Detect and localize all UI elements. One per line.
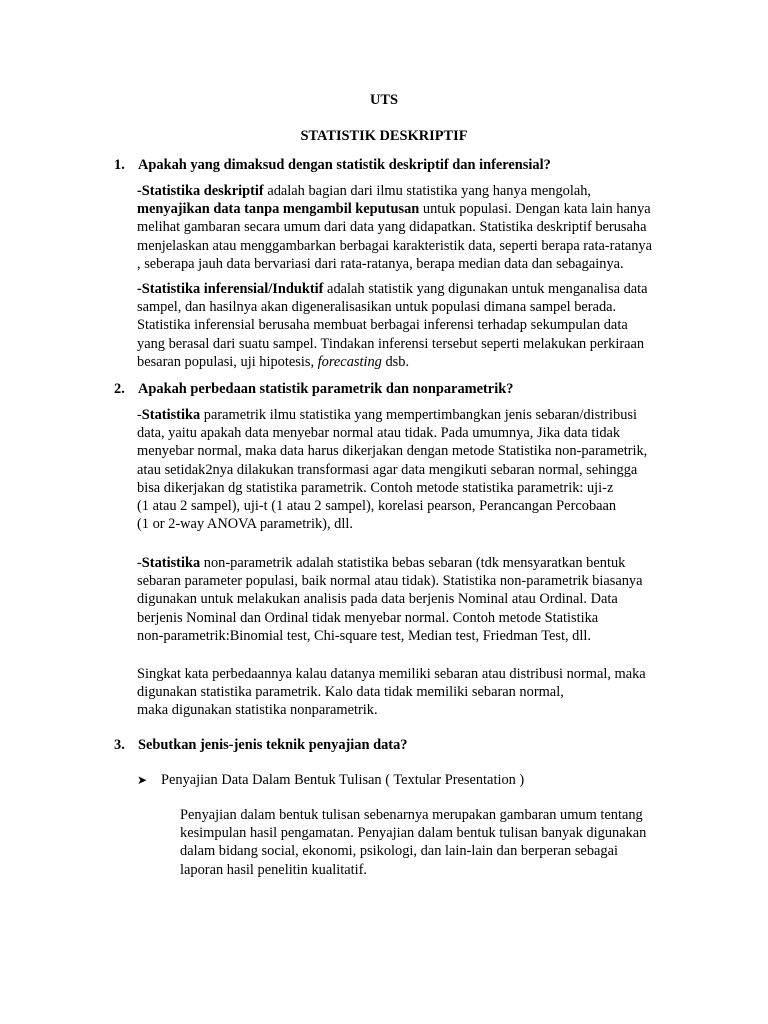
arrow-bullet-icon: ➤ [137, 773, 148, 787]
term-bold: -Statistika deskriptif [137, 183, 264, 199]
question-number: 3. [114, 737, 125, 753]
question-3 [114, 736, 714, 754]
document-subtitle: STATISTIK DESKRIPTIF [300, 128, 468, 144]
question-2 [114, 380, 714, 398]
q3-paragraph-textular: Penyajian dalam bentuk tulisan sebenarnya merupakan gambaran umum tentang kesimpulan hasil pengamatan. Penyajian dalam bentuk tulisan banyak digunakan dalam bidang social, ekonomi, psikologi, dan lain-lain dan berperan sebagai laporan hasil penelitin kualitatif. [180, 807, 647, 878]
question-number: 2. [114, 381, 125, 397]
term-italic: forecasting [317, 353, 382, 370]
term-bold: menyajikan data tanpa mengambil keputusan [137, 201, 420, 218]
document-title: UTS [370, 92, 398, 108]
question-1 [114, 156, 714, 174]
term-bold: Statistika [141, 555, 201, 571]
term-bold: -Statistika inferensial/Induktif [137, 281, 324, 297]
bullet-text: Penyajian Data Dalam Bentuk Tulisan ( Textular Presentation ) [161, 772, 525, 788]
q2-paragraph-parametric: -Statistika parametrik ilmu statistika yang mempertimbangkan jenis sebaran/distribusi data, yaitu apakah data menyebar normal atau tidak. Pada umumnya, Jika data tidak menyebar normal, maka data harus dikerjakan dengan metode Statistika non-parametrik, atau setidak2nya dilakukan transformasi agar data mengikuti sebaran normal, sehingga bisa dikerjakan dg statistika parametrik. Contoh metode statistika parametrik: uji-z (1 atau 2 sampel), uji-t (1 atau 2 sampel), korelasi pearson, Perancangan Percobaan (1 or 2-way ANOVA parametrik), dll. [137, 407, 648, 533]
question-text: Apakah perbedaan statistik parametrik dan nonparametrik? [138, 381, 514, 397]
q2-paragraph-summary: Singkat kata perbedaannya kalau datanya memiliki sebaran atau distribusi normal, maka digunakan statistika parametrik. Kalo data tidak memiliki sebaran normal, maka digunakan statistika nonparametrik. [137, 666, 646, 719]
question-text: Sebutkan jenis-jenis teknik penyajian data? [138, 737, 408, 753]
question-number: 1. [114, 157, 125, 173]
q2-paragraph-nonparametric: -Statistika non-parametrik adalah statistika bebas sebaran (tdk mensyaratkan bentuk sebaran parameter populasi, baik normal atau tidak). Statistika non-parametrik biasanya digunakan untuk melakukan analisis pada data berjenis Nominal atau Ordinal. Data berjenis Nominal dan Ordinal tidak menyebar normal. Contoh metode Statistika non-parametrik:Binomial test, Chi-square test, Median test, Friedman Test, dll. [137, 555, 643, 644]
q1-paragraph-inferential: -Statistika inferensial/Induktif adalah statistik yang digunakan untuk menganalisa data sampel, dan hasilnya akan digeneralisasikan untuk populasi dimana sampel berada. Statistika inferensial berusaha membuat berbagai inferensi terhadap sekumpulan data yang berasal dari suatu sampel. Tindakan inferensi tersebut seperti melakukan perkiraan besaran populasi, uji hipotesis, forecasting dsb. [137, 281, 648, 370]
term-bold: Statistika [141, 407, 201, 423]
question-text: Apakah yang dimaksud dengan statistik deskriptif dan inferensial? [138, 157, 551, 173]
bullet-item [137, 771, 697, 789]
q1-paragraph-descriptive: -Statistika deskriptif adalah bagian dari ilmu statistika yang hanya mengolah, menyajikan data tanpa mengambil keputusan untuk populasi. Dengan kata lain hanya melihat gambaran secara umum dari data yang didapatkan. Statistika deskriptif berusaha menjelaskan atau menggambarkan berbagai karakteristik data, seperti berapa rata-ratanya , seberapa jauh data bervariasi dari rata-ratanya, berapa median data dan sebagainya. [137, 183, 653, 272]
